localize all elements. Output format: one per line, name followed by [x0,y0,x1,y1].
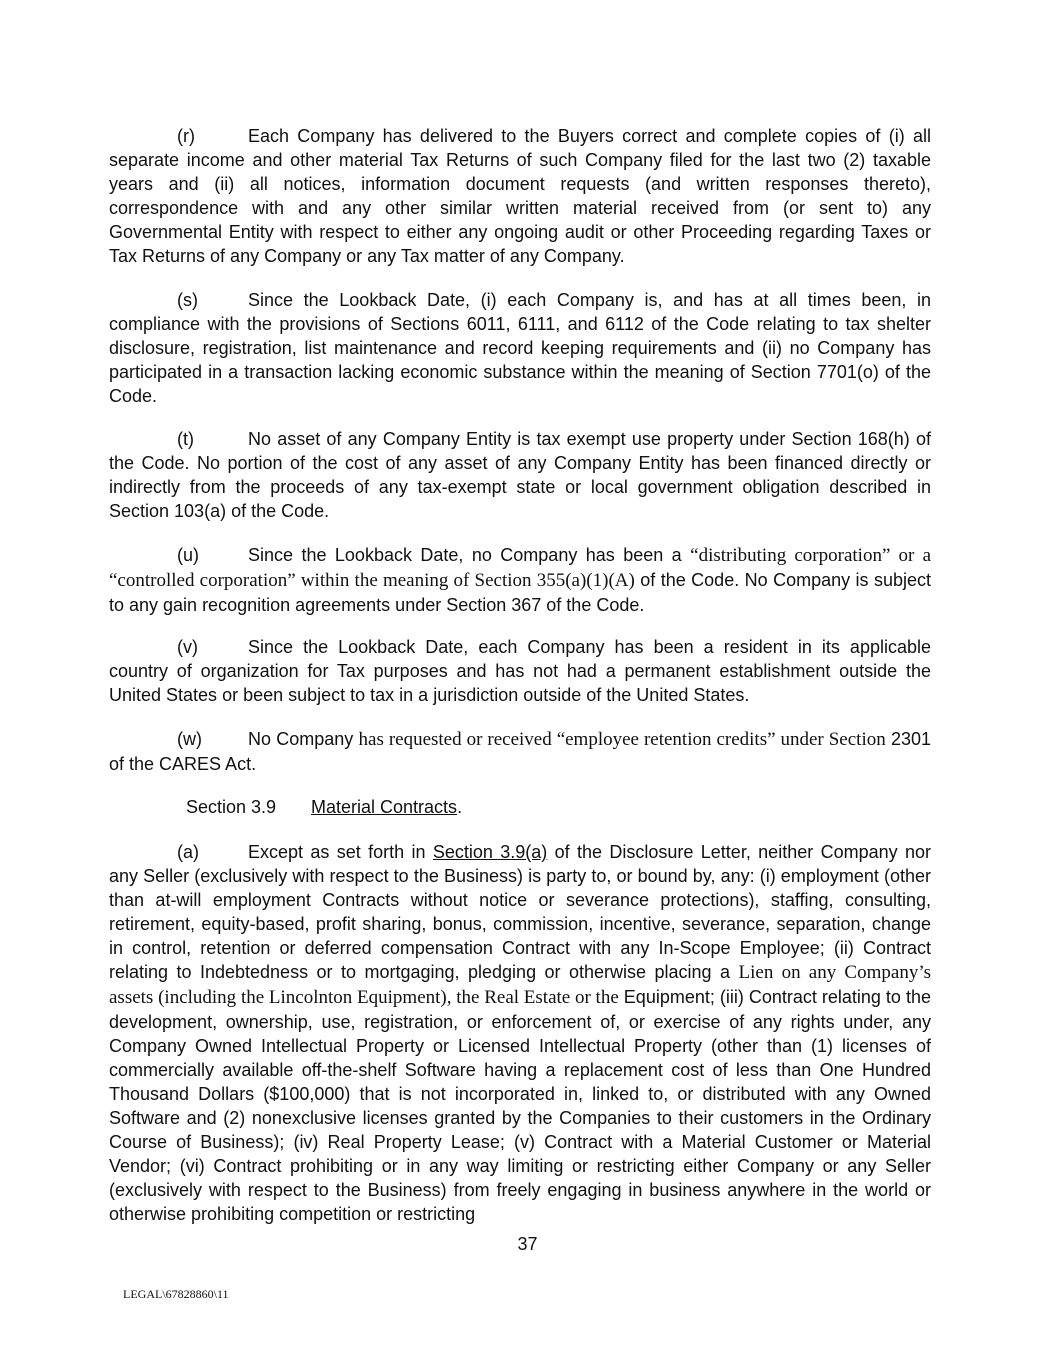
paragraph-text-serif: has requested or received “employee retention credits” under Section [358,729,886,750]
section-number: Section 3.9 [186,797,277,817]
paragraph-marker: (v) [177,637,198,657]
cross-reference: Section 3.9(a) [432,842,548,862]
paragraph-marker: (s) [177,290,198,310]
paragraph-w [109,727,931,776]
paragraph-text: Each Company has delivered to the Buyers correct and complete copies of (i) all separate income and other material Tax Returns of such Company filed for the last two (2) taxable years and (ii) all notices, information document requests (and written responses thereto), correspondence with and any other similar written material received from (or sent to) any Governmental Entity with respect to either any ongoing audit or other Proceeding regarding Taxes or Tax Returns of any Company or any Tax matter of any Company. [109,126,931,266]
paragraph-u [109,543,931,617]
paragraph-text: Since the Lookback Date, (i) each Company is, and has at all times been, in compliance with the provisions of Sections 6011, 6111, and 6112 of the Code relating to tax shelter disclosure, registration, list maintenance and record keeping requirements and (ii) no Company has participated in a transaction lacking economic substance within the meaning of Section 7701(o) of the Code. [109,290,931,406]
paragraph-marker: (a) [177,842,199,862]
paragraph-marker: (t) [177,429,194,449]
document-footer-id: LEGAL\67828860\11 [123,1287,229,1301]
paragraph-text-serif: “distributing corporation” or a “controlled corporation” within the meaning of Section 355(a)(1)(A) [109,545,931,591]
paragraph-v [109,635,931,707]
page-number: 37 [517,1234,538,1254]
paragraph-s [109,288,931,408]
paragraph-marker: (r) [177,126,195,146]
paragraph-text: Except as set forth in [248,842,426,862]
paragraph-t [109,427,931,523]
paragraph-text: No Company [248,729,354,749]
paragraph-text: 2301 of the CARES Act. [109,729,931,774]
section-title-period: . [457,797,463,817]
paragraph-text: Equipment; (iii) Contract relating to the development, ownership, use, registration, or enforcement of, or exercise of any rights under, any Company Owned Intellectual Property or Licensed Intellectual Property (other than (1) licenses of commercially available off-the-shelf Software having a replacement cost of less than One Hundred Thousand Dollars ($100,000) that is not incorporated in, linked to, or distributed with any Owned Software and (2) nonexclusive licenses granted by the Companies to their customers in the Ordinary Course of Business); (iv) Real Property Lease; (v) Contract with a Material Customer or Material Vendor; (vi) Contract prohibiting or in any way limiting or restricting either Company or any Seller (exclusively with respect to the Business) from freely engaging in business anywhere in the world or otherwise prohibiting competition or restricting [109,987,931,1224]
section-title: Material Contracts [311,797,458,817]
paragraph-text: Since the Lookback Date, each Company has been a resident in its applicable country of organization for Tax purposes and has not had a permanent establishment outside the United States or been subject to tax in a jurisdiction outside of the United States. [109,637,931,705]
paragraph-text: Since the Lookback Date, no Company has been a [248,545,682,565]
paragraph-text: No asset of any Company Entity is tax exempt use property under Section 168(h) of the Code. No portion of the cost of any asset of any Company Entity has been financed directly or indirectly from the proceeds of any tax-exempt state or local government obligation described in Section 103(a) of the Code. [109,429,931,521]
paragraph-a [109,840,931,1226]
paragraph-text: of the Disclosure Letter, neither Company nor any Seller (exclusively with respect to the Business) is party to, or bound by, any: (i) employment (other than at-will employment Contracts without notice or severance protections), staffing, consulting, retirement, equity-based, profit sharing, bonus, commission, incentive, severance, separation, change in control, retention or deferred compensation Contract with any In-Scope Employee; (ii) Contract relating to Indebtedness or to mortgaging, pledging or otherwise placing a [109,842,931,982]
section-heading [186,795,462,819]
paragraph-r [109,124,931,268]
paragraph-marker: (u) [177,545,199,565]
paragraph-marker: (w) [177,729,202,749]
paragraph-text-serif: Lien on any Company’s assets (including the Lincolnton Equipment), the Real Estate or the [109,962,931,1008]
paragraph-text: of the Code. No Company is subject to any gain recognition agreements under Section 367 of the Code. [109,570,931,615]
